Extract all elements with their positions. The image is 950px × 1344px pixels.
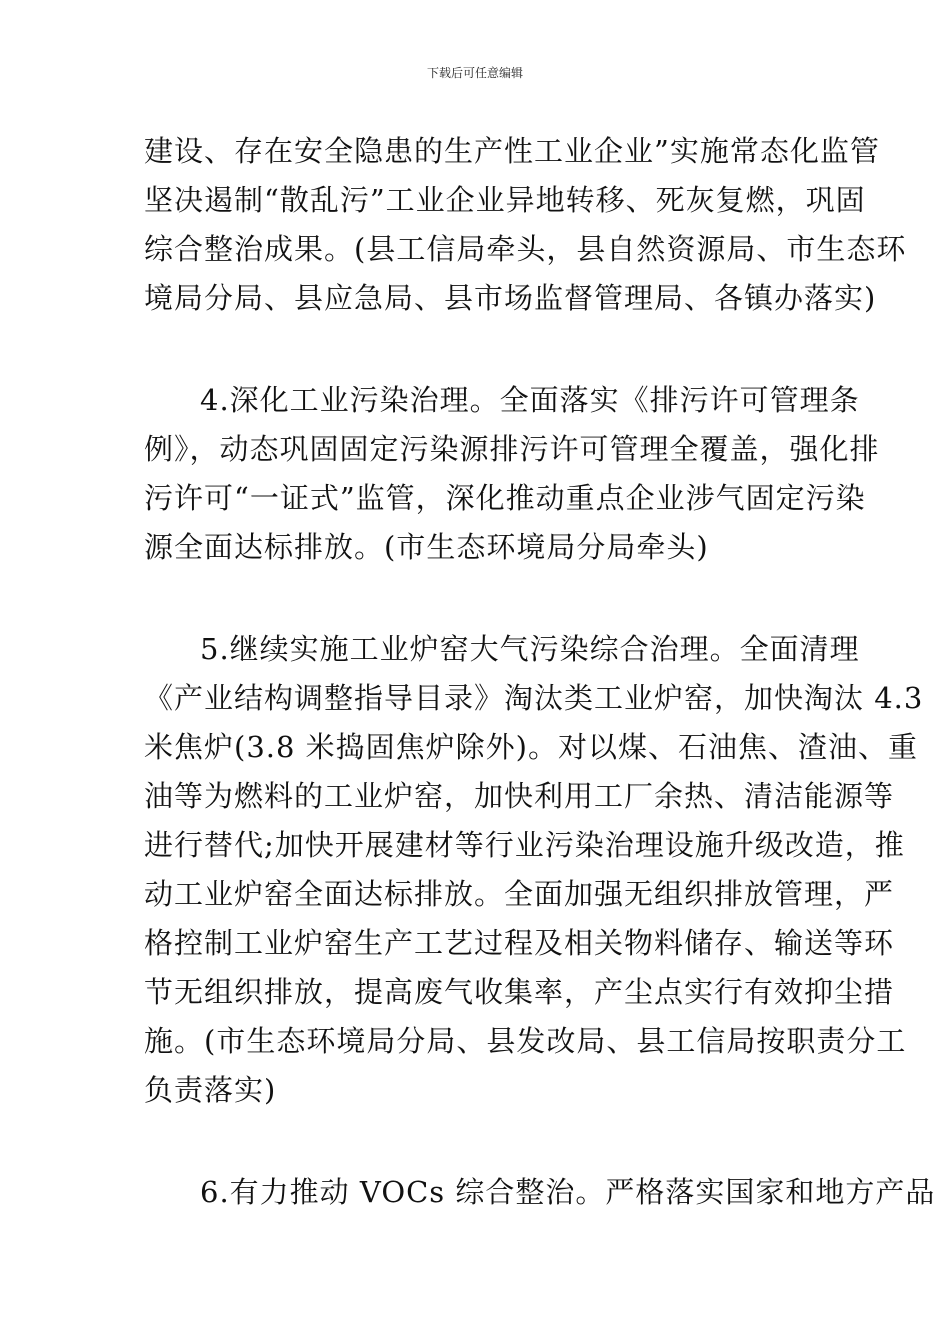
text-line: 4.深化工业污染治理。全面落实《排污许可管理条 [200,383,860,417]
text-line: 负责落实) [144,1073,277,1107]
text-line: 《产业结构调整指导目录》淘汰类工业炉窑，加快淘汰 4.3 [144,681,924,715]
text-line: 施。(市生态环境局分局、县发改局、县工信局按职责分工 [144,1024,907,1058]
text-line: 境局分局、县应急局、县市场监督管理局、各镇办落实) [144,281,877,315]
text-line: 源全面达标排放。(市生态环境局分局牵头) [144,530,709,564]
text-line: 5.继续实施工业炉窑大气污染综合治理。全面清理 [200,632,860,666]
text-line: 格控制工业炉窑生产工艺过程及相关物料储存、输送等环 [144,926,895,960]
text-line: 米焦炉(3.8 米捣固焦炉除外)。对以煤、石油焦、渣油、重 [144,730,918,764]
text-line: 动工业炉窑全面达标排放。全面加强无组织排放管理，严 [144,877,895,911]
page-header: 下载后可任意编辑 [426,66,523,80]
text-line: 综合整治成果。(县工信局牵头，县自然资源局、市生态环 [144,232,907,266]
text-line: 坚决遏制“散乱污”工业企业异地转移、死灰复燃，巩固 [144,183,866,217]
text-line: 6.有力推动 VOCs 综合整治。严格落实国家和地方产品 [200,1175,936,1209]
text-line: 污许可“一证式”监管，深化推动重点企业涉气固定污染 [144,481,866,515]
text-line: 油等为燃料的工业炉窑，加快利用工厂余热、清洁能源等 [144,779,895,813]
text-line: 建设、存在安全隐患的生产性工业企业”实施常态化监管 [144,134,880,168]
text-line: 例》，动态巩固固定污染源排污许可管理全覆盖，强化排 [144,432,880,466]
text-line: 进行替代;加快开展建材等行业污染治理设施升级改造，推 [144,828,905,862]
text-line: 节无组织排放，提高废气收集率，产尘点实行有效抑尘措 [144,975,895,1009]
